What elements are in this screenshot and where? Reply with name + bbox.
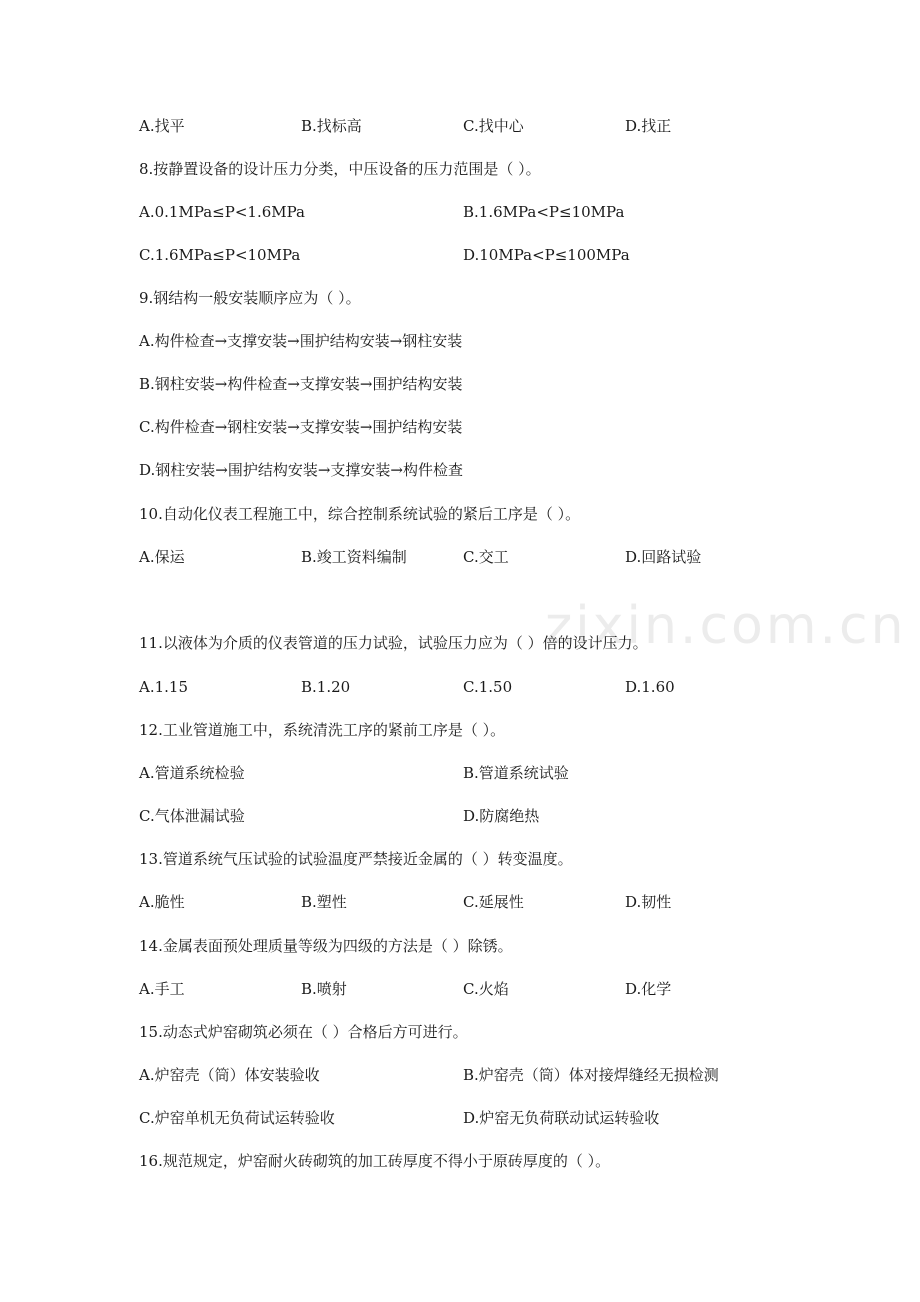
q8-option-d: D.10MPa<P≤100MPa (463, 246, 630, 264)
q8-option-c: C.1.6MPa≤P<10MPa (139, 246, 301, 264)
q11-option-c: C.1.50 (463, 678, 513, 696)
q15-option-c: C.炉窑单机无负荷试运转验收 (139, 1109, 335, 1127)
q14-option-b: B.喷射 (301, 980, 347, 998)
q11-option-b: B.1.20 (301, 678, 351, 696)
q7-option-d: D.找正 (625, 117, 672, 135)
q15-option-b: B.炉窑壳（筒）体对接焊缝经无损检测 (463, 1066, 719, 1084)
q13-option-d: D.韧性 (625, 893, 672, 911)
q9-option-c: C.构件检查→钢柱安装→支撑安装→围护结构安装 (139, 418, 463, 436)
q14-option-c: C.火焰 (463, 980, 509, 998)
q7-option-b: B.找标高 (301, 117, 362, 135)
q12-option-b: B.管道系统试验 (463, 764, 569, 782)
q11-option-a: A.1.15 (139, 678, 188, 696)
q10-option-d: D.回路试验 (625, 548, 702, 566)
q14-option-d: D.化学 (625, 980, 672, 998)
q12-option-d: D.防腐绝热 (463, 807, 540, 825)
q15-option-d: D.炉窑无负荷联动试运转验收 (463, 1109, 660, 1127)
q10-option-b: B.竣工资料编制 (301, 548, 407, 566)
q15-question: 15.动态式炉窑砌筑必须在（ ）合格后方可进行。 (139, 1023, 468, 1041)
q11-question: 11.以液体为介质的仪表管道的压力试验，试验压力应为（ ）倍的设计压力。 (139, 634, 648, 652)
q14-question: 14.金属表面预处理质量等级为四级的方法是（ ）除锈。 (139, 937, 513, 955)
q10-option-c: C.交工 (463, 548, 509, 566)
q10-question: 10.自动化仪表工程施工中，综合控制系统试验的紧后工序是（ ）。 (139, 505, 581, 523)
q12-question: 12.工业管道施工中，系统清洗工序的紧前工序是（ ）。 (139, 721, 506, 739)
q13-option-b: B.塑性 (301, 893, 347, 911)
q8-question: 8.按静置设备的设计压力分类，中压设备的压力范围是（ ）。 (139, 160, 541, 178)
q13-question: 13.管道系统气压试验的试验温度严禁接近金属的（ ）转变温度。 (139, 850, 573, 868)
q13-option-a: A.脆性 (139, 893, 185, 911)
watermark: zixin.com.cn (545, 596, 907, 656)
q11-option-d: D.1.60 (625, 678, 675, 696)
q12-option-a: A.管道系统检验 (139, 764, 245, 782)
q9-option-a: A.构件检查→支撑安装→围护结构安装→钢柱安装 (139, 332, 463, 350)
q9-option-d: D.钢柱安装→围护结构安装→支撑安装→构件检查 (139, 461, 463, 479)
q8-option-b: B.1.6MPa<P≤10MPa (463, 203, 625, 221)
q9-question: 9.钢结构一般安装顺序应为（ ）。 (139, 289, 361, 307)
q16-question: 16.规范规定，炉窑耐火砖砌筑的加工砖厚度不得小于原砖厚度的（ ）。 (139, 1152, 611, 1170)
q8-option-a: A.0.1MPa≤P<1.6MPa (139, 203, 305, 221)
q9-option-b: B.钢柱安装→构件检查→支撑安装→围护结构安装 (139, 375, 463, 393)
q7-option-a: A.找平 (139, 117, 185, 135)
q13-option-c: C.延展性 (463, 893, 524, 911)
q10-option-a: A.保运 (139, 548, 185, 566)
q12-option-c: C.气体泄漏试验 (139, 807, 245, 825)
q7-option-c: C.找中心 (463, 117, 524, 135)
q14-option-a: A.手工 (139, 980, 185, 998)
q15-option-a: A.炉窑壳（筒）体安装验收 (139, 1066, 320, 1084)
